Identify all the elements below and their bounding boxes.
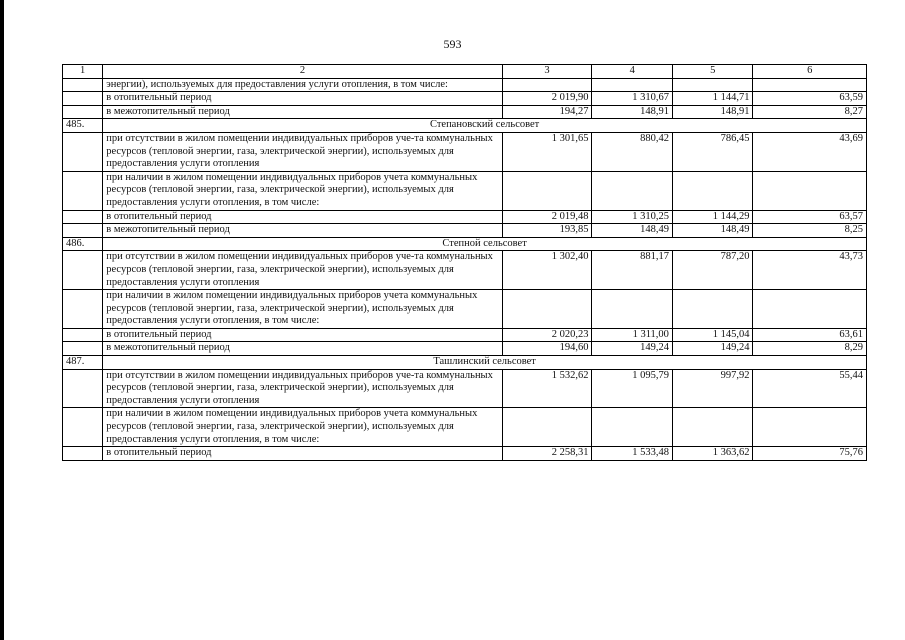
table-row [63,78,867,92]
section-heading-row [63,237,867,251]
row-label: в отопительный период [103,328,502,342]
column-header: 2 [103,65,502,79]
value-cell: 43,73 [753,251,867,290]
row-description: при наличии в жилом помещении индивидуальных приборов учета коммунальных ресурсов (тепловой энергии, газа, электрической энергии), используемых для предоставления услуги отопления, в том числе: [103,171,502,210]
row-label: в отопительный период [103,210,502,224]
scan-edge-bar [0,0,4,640]
column-header: 6 [753,65,867,79]
value-cell: 1 311,00 [592,328,673,342]
value-cell: 63,59 [753,92,867,106]
value-cell: 2 020,23 [502,328,592,342]
value-cell: 8,29 [753,342,867,356]
column-number-row [63,65,867,79]
section-name: Ташлинский сельсовет [103,356,867,370]
value-cell: 8,27 [753,105,867,119]
value-cell: 1 302,40 [502,251,592,290]
value-cell: 2 019,90 [502,92,592,106]
table-row [63,251,867,290]
row-description: при отсутствии в жилом помещении индивидуальных приборов уче-та коммунальных ресурсов (тепловой энергии, газа, электрической энергии), используемых для предоставления услуги отопления [103,132,502,171]
table-row [63,447,867,461]
row-description: при отсутствии в жилом помещении индивидуальных приборов уче-та коммунальных ресурсов (тепловой энергии, газа, электрической энергии), используемых для предоставления услуги отопления [103,251,502,290]
section-number: 486. [63,237,103,251]
value-cell: 194,60 [502,342,592,356]
value-cell: 1 144,29 [672,210,753,224]
row-label: в межотопительный период [103,342,502,356]
column-header: 4 [592,65,673,79]
section-name: Степановский сельсовет [103,119,867,133]
table-row [63,105,867,119]
value-cell: 2 258,31 [502,447,592,461]
table-row [63,290,867,329]
table-row [63,224,867,238]
value-cell: 880,42 [592,132,673,171]
value-cell: 1 310,25 [592,210,673,224]
value-cell: 194,27 [502,105,592,119]
section-heading-row [63,356,867,370]
value-cell: 8,25 [753,224,867,238]
value-cell: 149,24 [672,342,753,356]
tariff-table [62,64,867,461]
table-row [63,132,867,171]
value-cell: 2 019,48 [502,210,592,224]
table-row [63,342,867,356]
value-cell: 1 532,62 [502,369,592,408]
value-cell: 149,24 [592,342,673,356]
column-header: 3 [502,65,592,79]
value-cell: 63,61 [753,328,867,342]
value-cell: 148,49 [592,224,673,238]
section-heading-row [63,119,867,133]
value-cell: 786,45 [672,132,753,171]
column-header: 5 [672,65,753,79]
value-cell: 1 533,48 [592,447,673,461]
table-row [63,210,867,224]
column-header: 1 [63,65,103,79]
table-row [63,369,867,408]
value-cell: 1 095,79 [592,369,673,408]
table-row [63,328,867,342]
value-cell: 787,20 [672,251,753,290]
row-description: энергии), используемых для предоставления услуги отопления, в том числе: [103,78,502,92]
row-label: в межотопительный период [103,105,502,119]
table-row [63,92,867,106]
value-cell: 148,91 [592,105,673,119]
row-description: при наличии в жилом помещении индивидуальных приборов учета коммунальных ресурсов (тепловой энергии, газа, электрической энергии), используемых для предоставления услуги отопления, в том числе: [103,408,502,447]
row-description: при наличии в жилом помещении индивидуальных приборов учета коммунальных ресурсов (тепловой энергии, газа, электрической энергии), используемых для предоставления услуги отопления, в том числе: [103,290,502,329]
row-label: в отопительный период [103,447,502,461]
value-cell: 148,49 [672,224,753,238]
value-cell: 1 144,71 [672,92,753,106]
value-cell: 1 310,67 [592,92,673,106]
section-number: 485. [63,119,103,133]
row-description: при отсутствии в жилом помещении индивидуальных приборов уче-та коммунальных ресурсов (тепловой энергии, газа, электрической энергии), используемых для предоставления услуги отопления [103,369,502,408]
value-cell: 75,76 [753,447,867,461]
table-row [63,171,867,210]
row-label: в отопительный период [103,92,502,106]
page-number: 593 [443,37,462,51]
value-cell: 997,92 [672,369,753,408]
row-label: в межотопительный период [103,224,502,238]
section-number: 487. [63,356,103,370]
section-name: Степной сельсовет [103,237,867,251]
table-row [63,408,867,447]
value-cell: 1 301,65 [502,132,592,171]
value-cell: 193,85 [502,224,592,238]
value-cell: 1 145,04 [672,328,753,342]
value-cell: 55,44 [753,369,867,408]
value-cell: 43,69 [753,132,867,171]
value-cell: 63,57 [753,210,867,224]
value-cell: 148,91 [672,105,753,119]
value-cell: 881,17 [592,251,673,290]
value-cell: 1 363,62 [672,447,753,461]
